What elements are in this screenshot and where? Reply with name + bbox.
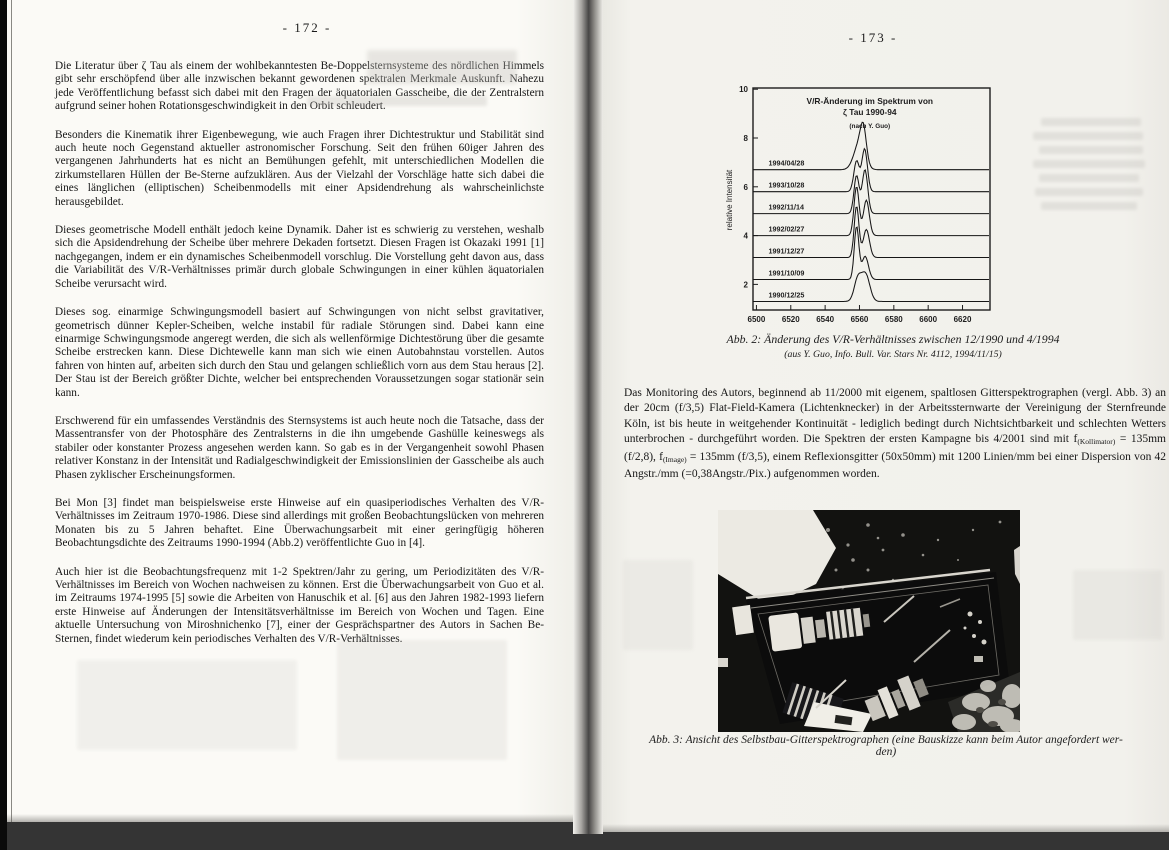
paragraph: Bei Mon [3] findet man beispielsweise erste Hinweise auf ein quasiperiodisches Verhalten des V/R-Verhältnisses im Zeitraum 1970-1986. Diese sind allerdings mit großen Beobachtungslücken von mehreren Monaten bis zu 5 Jahren behaftet. Eine Überwachungsarbeit mit einer geringfügig höheren Beobachtungsdichte des Zeitraums 1990-1994 (Abb.2) veröffentlichte Guo in [4]. bbox=[55, 496, 544, 550]
svg-text:1992/02/27: 1992/02/27 bbox=[768, 224, 805, 234]
figure2-caption-line1: Abb. 2: Änderung des V/R-Verhältnisses zwischen 12/1990 und 4/1994 bbox=[726, 332, 1060, 346]
figure2-chart bbox=[723, 80, 1003, 335]
svg-text:10: 10 bbox=[739, 85, 748, 95]
svg-text:6: 6 bbox=[743, 182, 748, 192]
paragraph: Dieses geometrische Modell enthält jedoch keine Dynamik. Daher ist es schwierig zu verstehen, weshalb sich die Apsidendrehung der Scheibe über mehrere Dekaden fortsetzt. Diesen Fragen ist Okazaki 1991 [1] nachgegangen, indem er ein dynamisches Scheibenmodell vorschlug. Die Vorstellung geht davon aus, dass die Variabilität des V/R-Verhältnisses primär durch globale Schwingungen in einer kühlen äquatorialen Scheibe verursacht wird. bbox=[55, 224, 544, 290]
bleed-through-ghost bbox=[1073, 570, 1163, 640]
monitoring-paragraph-part3: = 135mm (f/3,5), einem Reflexionsgitter (50x50mm) mit 1200 Linien/mm bei einer Dispersion von 42 Angstr./mm (=0,38Angstr./Pix.) aufgenommen worden. bbox=[624, 450, 1167, 481]
svg-text:8: 8 bbox=[743, 134, 748, 144]
monitoring-paragraph-part1: Das Monitoring des Autors, beginnend ab 11/2000 mit eigenem, spaltlosen Gitterspektrographen (vergl. Abb. 3) an der 20cm (f/3,5) Flat-Field-Kamera (Lichtenknecker) in der Arbeitssternwarte der Vereinigung der Sternfreunde Köln, ist bis heute in weitgehender Kontinuität - lediglich bedingt durch Nichtsichtbarkeit und schlechten Wetters unterbrochen - durchgeführt worden. Die Spektren der ersten Kampagne bis 4/2001 sind mit f bbox=[624, 387, 1166, 446]
svg-text:1990/12/25: 1990/12/25 bbox=[768, 290, 805, 300]
svg-text:6600: 6600 bbox=[919, 315, 938, 324]
svg-text:V/R-Änderung im Spektrum von: V/R-Änderung im Spektrum von bbox=[806, 96, 934, 106]
bleed-through-ghost bbox=[77, 660, 297, 750]
svg-text:6560: 6560 bbox=[850, 315, 869, 324]
bleed-through-ghost bbox=[1033, 160, 1145, 168]
bleed-through-ghost bbox=[367, 50, 517, 84]
svg-text:(nach Y. Guo): (nach Y. Guo) bbox=[849, 123, 891, 130]
monitoring-paragraph-part2: = 135mm (f/2,8), f bbox=[624, 433, 1166, 463]
page-edge-line bbox=[11, 0, 12, 822]
page-number-172: - 172 - bbox=[282, 20, 332, 35]
svg-text:1993/10/28: 1993/10/28 bbox=[768, 180, 805, 190]
svg-text:1991/10/09: 1991/10/09 bbox=[768, 268, 805, 278]
paragraph: Besonders die Kinematik ihrer Eigenbewegung, wie auch Fragen ihrer Dichtestruktur und Stabilität sind auch heute noch Gegenstand aktueller astronomischer Forschung. Seit den frühen 60iger Jahren des vergangenen Jahrhunderts hat es nicht an Bemühungen gefehlt, mit unterschiedlichen Modellen die zirkumstellaren Hüllen der Be-Sterne aufzuklären. Aus der Vielzahl der Vorschläge hatte sich dabei die eines länglichen (elliptischen) Scheibenmodells mit einer Apsidendrehung als wahrscheinlichste herausgebildet. bbox=[55, 128, 544, 208]
bleed-through-ghost bbox=[1039, 146, 1143, 154]
spectrograph-photo-svg bbox=[718, 510, 1020, 732]
svg-text:2: 2 bbox=[743, 280, 748, 290]
bleed-through-ghost bbox=[1039, 174, 1139, 182]
figure2-caption bbox=[633, 332, 1153, 360]
paragraph: Erschwerend für ein umfassendes Verständnis des Sternsystems ist auch heute noch die Tatsache, dass der Massentransfer von der Photosphäre des Zentralsterns in die ihn umgebende Gashülle keineswegs als stabiler oder konstanter Prozess angesehen werden kann. So gab es in der Vergangenheit sowohl Phasen relativer Konstanz in der Intensität und Radialgeschwindigkeit der Emissionslinien der Gasscheibe als auch Phasen zyklischer Erscheinungsformen. bbox=[55, 414, 544, 481]
svg-text:1994/04/28: 1994/04/28 bbox=[768, 158, 805, 168]
svg-text:6500: 6500 bbox=[747, 315, 766, 324]
bleed-through-ghost bbox=[623, 560, 693, 650]
f-image-subscript: (Image) bbox=[662, 454, 687, 464]
paragraph: Dieses sog. einarmige Schwingungsmodell basiert auf Schwingungen von nicht selbst gravitativer, geometrisch dünner Kepler-Scheiben, welche instabil für radiale Störungen sind. Dabei kann eine einarmige Schwingungsmode angeregt werden, die sich als wellenförmige Dichtestörung über die gesamte Scheibe erstrecken kann. Diese Dichtewelle kann man sich wie einen Autobahnstau vorstellen. Autos fahren von hinten auf, arbeiten sich durch den Stau und gelangen schließlich vorn aus dem Stau heraus [2]. Der Stau ist der Bereich größter Dichte, welcher bei entsprechenden Voraussetzungen sogar stationär sein kann. bbox=[55, 306, 544, 399]
page-number-173: - 173 - bbox=[848, 30, 898, 45]
scan-left-black-edge bbox=[0, 0, 7, 850]
svg-text:6620: 6620 bbox=[953, 315, 972, 324]
chart-svg bbox=[723, 80, 1003, 335]
bleed-through-ghost bbox=[307, 96, 487, 106]
figure3-caption-line2: den) bbox=[875, 746, 897, 758]
f-kollimator-subscript: (Kollimator) bbox=[1077, 437, 1116, 447]
paragraph: Die Literatur über ζ Tau als einem der wohlbekanntesten Be-Doppelsternsysteme des nördlichen Himmels gibt sehr erschöpfend über alle inzwischen bekannt gewordenen spektralen Merkmale Auskunft. Nahezu jede Veröffentlichung befasst sich dabei mit den Fragen der äquatorialen Gasscheibe, die der Zentralstern aufgrund seiner hohen Rotationsgeschwindigkeit in den Orbit schleudert. bbox=[55, 60, 544, 113]
figure3-photo bbox=[718, 510, 1020, 732]
page-172 bbox=[7, 0, 573, 822]
paragraph: Auch hier ist die Beobachtungsfrequenz mit 1-2 Spektren/Jahr zu gering, um Periodizitäten des V/R-Verhältnisses im Bereich von Wochen nachweisen zu können. Erst die Überwachungsarbeit von Guo et al. im Zeitraums 1974-1995 [5] sowie die Arbeiten von Hanuschik et al. [6] aus den Jahren 1982-1993 liefern erste Hinweise auf Änderungen der Intensitätsverhältnisse im Bereich von Wochen und Tagen. Eine aktuelle Untersuchung von Miroshnichenko [7], einer der Gesprächspartner des Autors in Sachen Be-Sternen, findet wiederum kein periodisches Verhalten des V/R-Verhältnisses. bbox=[55, 565, 544, 645]
bleed-through-ghost bbox=[1033, 132, 1143, 140]
figure3-caption-line1: Abb. 3: Ansicht des Selbstbau-Gitterspektrographen (eine Bauskizze kann beim Autor angefordert wer- bbox=[649, 734, 1123, 746]
svg-text:ζ Tau 1990-94: ζ Tau 1990-94 bbox=[843, 107, 897, 117]
bleed-through-ghost bbox=[1041, 118, 1141, 126]
figure3-caption bbox=[611, 734, 1161, 758]
svg-text:1991/12/27: 1991/12/27 bbox=[768, 246, 805, 256]
svg-text:6540: 6540 bbox=[816, 315, 835, 324]
bleed-through-ghost bbox=[1041, 202, 1137, 210]
svg-text:6520: 6520 bbox=[781, 315, 800, 324]
bleed-through-ghost bbox=[337, 640, 507, 760]
monitoring-paragraph bbox=[624, 386, 1166, 482]
svg-text:4: 4 bbox=[743, 231, 748, 241]
page-173 bbox=[603, 0, 1169, 832]
svg-text:1992/11/14: 1992/11/14 bbox=[768, 202, 805, 212]
svg-text:6580: 6580 bbox=[884, 315, 903, 324]
figure2-caption-line2: (aus Y. Guo, Info. Bull. Var. Stars Nr. 4112, 1994/11/15) bbox=[784, 349, 1002, 360]
svg-text:relative Intensität: relative Intensität bbox=[725, 169, 734, 231]
bleed-through-ghost bbox=[1035, 188, 1143, 196]
page-172-text-column bbox=[55, 60, 544, 661]
book-gutter-shadow bbox=[573, 0, 603, 834]
